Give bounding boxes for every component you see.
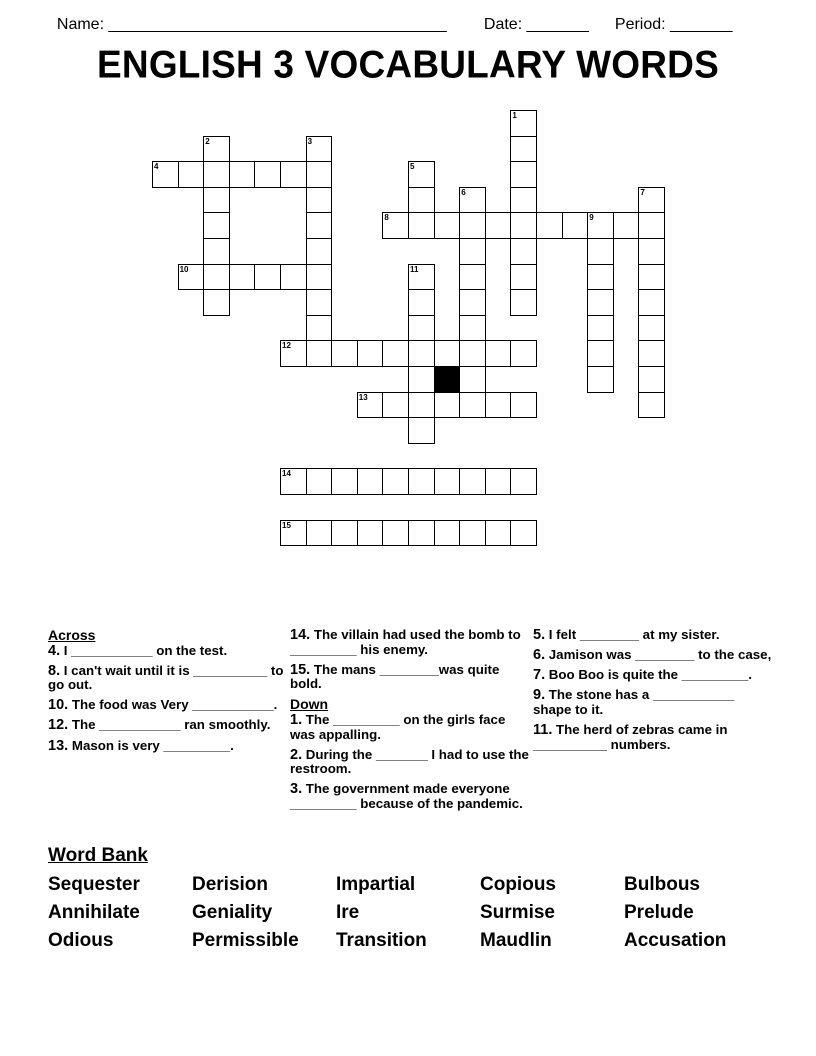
clue-text: Jamison was ________ to the case,: [545, 647, 772, 663]
crossword-cell[interactable]: [382, 468, 409, 495]
crossword-cell[interactable]: [485, 340, 512, 367]
clues-column-3: [533, 628, 773, 758]
clue-number: 2: [205, 136, 210, 146]
crossword-cell[interactable]: [459, 468, 486, 495]
across-clue: [48, 664, 288, 693]
crossword-cell[interactable]: [203, 136, 230, 163]
crossword-cell[interactable]: [203, 238, 230, 265]
clue-text: The herd of zebras came in __________ numbers.: [533, 721, 728, 752]
crossword-cell[interactable]: [306, 161, 333, 188]
clue-number: 10: [179, 264, 189, 274]
down-heading: Down: [290, 696, 329, 713]
crossword-cell[interactable]: [408, 161, 435, 188]
crossword-cell[interactable]: [434, 212, 461, 239]
crossword-cell[interactable]: [382, 520, 409, 547]
word-bank-item: Annihilate: [48, 902, 140, 923]
clue-text: I can't wait until it is __________ to go out.: [48, 662, 284, 693]
down-clue: [290, 748, 530, 777]
crossword-cell[interactable]: [510, 136, 537, 163]
crossword-cell[interactable]: [638, 289, 665, 316]
word-bank-item: Ire: [336, 902, 360, 923]
clues-column-1: [48, 628, 288, 759]
word-bank-item: Maudlin: [480, 930, 552, 951]
crossword-cell[interactable]: [485, 392, 512, 419]
crossword-cell[interactable]: [254, 264, 281, 291]
crossword-cell[interactable]: [331, 340, 358, 367]
period-blank: _______: [670, 16, 733, 33]
clue-text: The ___________ ran smoothly.: [68, 717, 271, 733]
crossword-cell[interactable]: [306, 212, 333, 239]
crossword-cell[interactable]: [306, 289, 333, 316]
word-bank-item: Odious: [48, 930, 114, 951]
name-blank: ______________________________________: [108, 16, 447, 33]
crossword-cell[interactable]: [280, 264, 307, 291]
crossword-cell[interactable]: [280, 520, 307, 547]
clue-number: 14: [282, 469, 291, 479]
clue-number: 9: [589, 213, 594, 223]
crossword-cell[interactable]: [178, 264, 205, 291]
down-clue: [533, 648, 773, 663]
word-bank-item: Permissible: [192, 930, 299, 951]
across-clue: [48, 739, 288, 754]
crossword-cell[interactable]: [408, 289, 435, 316]
crossword-cell[interactable]: [510, 264, 537, 291]
clue-num: 2.: [290, 746, 303, 763]
clue-num: 6.: [533, 647, 546, 664]
word-bank-title: Word Bank: [48, 845, 148, 866]
crossword-cell[interactable]: [203, 264, 230, 291]
crossword-cell[interactable]: [485, 468, 512, 495]
crossword-cell[interactable]: [638, 392, 665, 419]
word-bank-item: Impartial: [336, 874, 416, 895]
crossword-cell[interactable]: [638, 187, 665, 214]
crossword-cell[interactable]: [510, 392, 537, 419]
word-bank-item: Accusation: [624, 930, 727, 951]
crossword-cell[interactable]: [408, 417, 435, 444]
crossword-cell[interactable]: [203, 289, 230, 316]
crossword-cell[interactable]: [459, 366, 486, 393]
date-label: Date:: [483, 16, 523, 33]
crossword-cell[interactable]: [357, 520, 384, 547]
clue-number: 7: [640, 187, 645, 197]
crossword-cell[interactable]: [229, 161, 256, 188]
clue-num: 7.: [533, 667, 546, 684]
across-clue: [48, 644, 288, 659]
crossword-cell[interactable]: [536, 212, 563, 239]
clue-text: The food was Very ___________.: [68, 697, 278, 713]
clue-num: 14.: [290, 627, 311, 643]
clue-num: 13.: [48, 737, 69, 754]
crossword-cell[interactable]: [510, 187, 537, 214]
crossword-cell[interactable]: [510, 520, 537, 547]
crossword-cell[interactable]: [613, 212, 640, 239]
crossword-cell[interactable]: [459, 187, 486, 214]
clue-num: 4.: [48, 642, 61, 659]
period-label: Period:: [614, 16, 666, 33]
clue-text: The government made everyone _________ because of the pandemic.: [290, 781, 523, 811]
crossword-cell[interactable]: [306, 238, 333, 265]
crossword-cell[interactable]: [306, 340, 333, 367]
crossword-cell[interactable]: [587, 289, 614, 316]
clue-number: 1: [512, 111, 517, 120]
crossword-cell[interactable]: [408, 468, 435, 495]
crossword-cell[interactable]: [459, 520, 486, 547]
clue-number: 12: [282, 341, 291, 351]
crossword-cell[interactable]: [306, 264, 333, 291]
crossword-cell[interactable]: [408, 315, 435, 342]
crossword-cell[interactable]: [306, 315, 333, 342]
word-bank-item: Derision: [192, 874, 269, 895]
crossword-cell[interactable]: [459, 340, 486, 367]
crossword-cell[interactable]: [638, 264, 665, 291]
crossword-cell[interactable]: [587, 212, 614, 239]
word-bank-item: Geniality: [192, 902, 273, 923]
clues-column-2: [290, 628, 530, 817]
clue-num: 15.: [290, 661, 311, 678]
crossword-cell[interactable]: [587, 238, 614, 265]
clue-number: 15: [282, 520, 291, 530]
crossword-cell[interactable]: [510, 468, 537, 495]
clue-number: 4: [154, 162, 159, 172]
crossword-cell[interactable]: [638, 340, 665, 367]
page-title: ENGLISH 3 VOCABULARY WORDS: [97, 42, 719, 86]
crossword-cell[interactable]: [434, 340, 461, 367]
clue-num: 3.: [290, 781, 303, 798]
crossword-cell[interactable]: [280, 468, 307, 495]
crossword-cell[interactable]: [459, 392, 486, 419]
down-clue: [533, 688, 773, 717]
crossword-cell[interactable]: [382, 212, 409, 239]
clue-text: During the _______ I had to use the restroom.: [290, 746, 529, 777]
crossword-cell[interactable]: [434, 392, 461, 419]
clue-text: The stone has a ___________ shape to it.: [533, 687, 735, 717]
crossword-cell[interactable]: [280, 340, 307, 367]
down-clue: [533, 668, 773, 683]
across-clue: [290, 663, 530, 692]
clue-number: 13: [358, 392, 368, 402]
crossword-cell[interactable]: [408, 392, 435, 419]
crossword-cell[interactable]: [510, 212, 537, 239]
down-clue: [533, 723, 773, 752]
crossword-cell[interactable]: [638, 315, 665, 342]
down-clue: [290, 713, 530, 742]
crossword-cell[interactable]: [408, 366, 435, 393]
clue-text: Boo Boo is quite the _________.: [545, 667, 753, 683]
clue-num: 11.: [533, 721, 553, 738]
word-bank-item: Transition: [336, 930, 427, 951]
crossword-cell[interactable]: [203, 187, 230, 214]
clue-text: I ___________ on the test.: [60, 642, 228, 658]
crossword-cell[interactable]: [178, 161, 205, 188]
crossword-cell[interactable]: [382, 340, 409, 367]
crossword-cell[interactable]: [459, 264, 486, 291]
crossword-cell[interactable]: [587, 315, 614, 342]
crossword-cell[interactable]: [254, 161, 281, 188]
crossword-cell[interactable]: [459, 315, 486, 342]
clue-number: 3: [307, 136, 313, 146]
word-bank-item: Prelude: [624, 902, 694, 923]
crossword-cell[interactable]: [510, 110, 537, 137]
crossword-cell[interactable]: [638, 238, 665, 265]
crossword-cell[interactable]: [203, 212, 230, 239]
crossword-cell[interactable]: [562, 212, 589, 239]
crossword-cell[interactable]: [306, 520, 333, 547]
crossword-cell[interactable]: [152, 161, 179, 188]
crossword-cell[interactable]: [382, 392, 409, 419]
crossword-cell[interactable]: [280, 161, 307, 188]
across-clue: [48, 718, 288, 733]
crossword-cell[interactable]: [510, 340, 537, 367]
crossword-cell[interactable]: [638, 212, 665, 239]
crossword-cell[interactable]: [408, 212, 435, 239]
crossword-cell[interactable]: [357, 340, 384, 367]
clue-text: The villain had used the bomb to _________ his enemy.: [290, 627, 521, 657]
crossword-cell[interactable]: [459, 289, 486, 316]
clue-num: 5.: [533, 627, 546, 643]
crossword-cell[interactable]: [203, 161, 230, 188]
clue-num: 8.: [48, 662, 61, 679]
down-clue: [290, 782, 530, 811]
crossword-cell[interactable]: [638, 366, 665, 393]
clue-number: 8: [384, 213, 389, 223]
clue-number: 6: [461, 187, 466, 197]
crossword-cell[interactable]: [306, 468, 333, 495]
clue-num: 12.: [48, 717, 69, 734]
across-heading: Across: [48, 627, 96, 643]
clue-text: The mans ________was quite bold.: [290, 661, 500, 692]
crossword-black-cell: [434, 366, 461, 393]
crossword-cell[interactable]: [510, 289, 537, 316]
crossword-cell[interactable]: [408, 340, 435, 367]
crossword-cell[interactable]: [408, 264, 435, 291]
crossword-cell[interactable]: [485, 520, 512, 547]
crossword-cell[interactable]: [357, 392, 384, 419]
word-bank-item: Copious: [480, 874, 556, 895]
crossword-cell[interactable]: [357, 468, 384, 495]
crossword-cell[interactable]: [587, 264, 614, 291]
crossword-cell[interactable]: [306, 136, 333, 163]
across-clue: [48, 698, 288, 713]
crossword-cell[interactable]: [434, 520, 461, 547]
clue-number: 5: [410, 162, 415, 172]
word-bank-item: Sequester: [48, 874, 140, 895]
name-label: Name:: [56, 16, 105, 33]
date-blank: _______: [526, 16, 589, 33]
across-clue: [290, 628, 530, 657]
clue-num: 1.: [290, 711, 303, 728]
crossword-cell[interactable]: [459, 212, 486, 239]
down-clue: [533, 628, 773, 643]
clue-text: I felt ________ at my sister.: [545, 627, 720, 642]
crossword-cell[interactable]: [587, 366, 614, 393]
crossword-cell[interactable]: [229, 264, 256, 291]
crossword-cell[interactable]: [306, 187, 333, 214]
crossword-cell[interactable]: [587, 340, 614, 367]
clue-num: 10.: [48, 697, 69, 714]
clue-text: Mason is very _________.: [68, 737, 234, 753]
crossword-cell[interactable]: [485, 212, 512, 239]
crossword-cell[interactable]: [331, 468, 358, 495]
crossword-cell[interactable]: [510, 161, 537, 188]
clue-number: 11: [410, 264, 419, 274]
crossword-cell[interactable]: [408, 520, 435, 547]
clue-num: 9.: [533, 687, 546, 704]
crossword-cell[interactable]: [459, 238, 486, 265]
crossword-cell[interactable]: [331, 520, 358, 547]
crossword-cell[interactable]: [510, 238, 537, 265]
word-bank-item: Surmise: [480, 902, 555, 923]
word-bank-item: Bulbous: [624, 874, 700, 895]
crossword-cell[interactable]: [434, 468, 461, 495]
crossword-cell[interactable]: [408, 187, 435, 214]
clue-text: The _________ on the girls face was appalling.: [290, 711, 506, 742]
